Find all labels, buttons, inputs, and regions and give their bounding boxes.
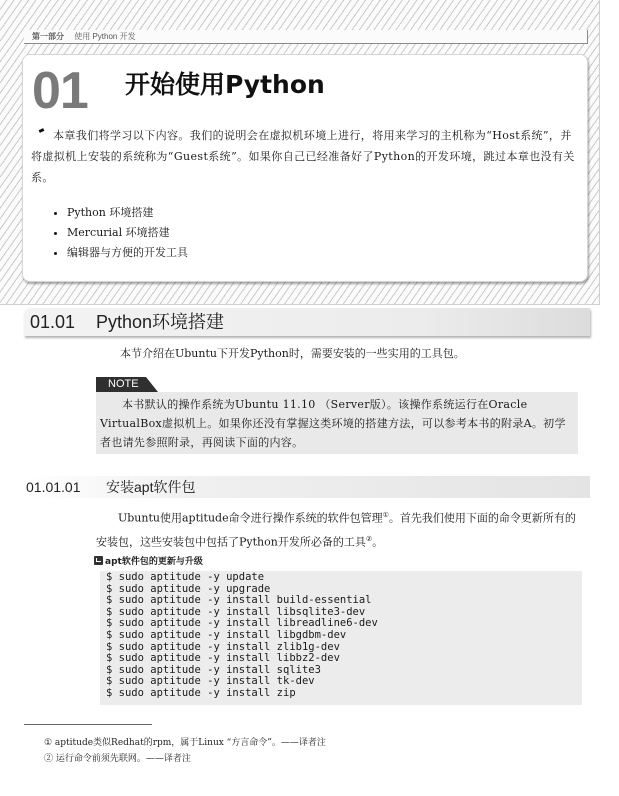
code-line: $ sudo aptitude -y install zlib1g-dev <box>106 640 340 653</box>
code-line: $ sudo aptitude -y update <box>106 571 265 583</box>
code-line: $ sudo aptitude -y install libsqlite3-dev <box>106 605 366 618</box>
code-line: $ sudo aptitude -y install libbz2-dev <box>106 652 340 665</box>
chapter-card <box>22 54 588 282</box>
part-header <box>24 30 588 44</box>
topic-item: • Mercurial 环境搭建 <box>67 223 188 243</box>
subsection-paragraph <box>96 505 586 552</box>
chapter-title: 开始使用Python <box>125 70 325 99</box>
footnote-ref-2[interactable]: ② <box>365 534 373 543</box>
part-title: 使用 Python 开发 <box>74 32 136 41</box>
section-title: Python环境搭建 <box>96 312 225 332</box>
code-line: $ sudo aptitude -y upgrade <box>106 582 271 595</box>
section-heading <box>24 308 590 336</box>
note-text: 本书默认的操作系统为Ubuntu 11.10 （Server版）。该操作系统运行在Oracle VirtualBox虚拟机上。如果你还没有掌握这类环境的搭建方法，可以参考本书的附录A。初学者也请先参照附录，再阅读下面的内容。 <box>100 398 566 449</box>
subsection-title: 安装apt软件包 <box>106 479 196 495</box>
paragraph-text: 。 <box>372 535 384 549</box>
listing-icon <box>94 556 103 565</box>
footnote-divider <box>24 724 152 725</box>
code-line: $ sudo aptitude -y install tk-dev <box>106 675 315 688</box>
section-number: 01.01 <box>30 312 76 332</box>
code-line: $ sudo aptitude -y install sqlite3 <box>106 663 321 676</box>
topic-item: • Python 环境搭建 <box>67 203 188 223</box>
note-box <box>96 392 578 454</box>
subsection-heading <box>24 476 590 498</box>
part-number: 第一部分 <box>32 32 64 41</box>
code-line: $ sudo aptitude -y install libreadline6-dev <box>106 617 378 630</box>
paragraph-text: Ubuntu使用aptitude命令进行操作系统的软件包管理 <box>118 511 383 525</box>
footnote-2: ② 运行命令前须先联网。——译者注 <box>44 754 191 764</box>
topic-item: • 编辑器与方便的开发工具 <box>67 243 188 263</box>
code-block <box>100 571 582 705</box>
chapter-topics-list <box>51 203 188 263</box>
paragraph-text: 。首先我们使用下面的命令更新所有的安装包，这些安装包中包括了Python开发所必备的工具 <box>96 511 576 549</box>
code-line: $ sudo aptitude -y install libgdbm-dev <box>106 628 347 641</box>
listing-caption <box>94 555 203 569</box>
note-tag: NOTE <box>96 377 146 392</box>
chapter-number: 01 <box>32 62 88 120</box>
listing-caption-text: apt软件包的更新与升级 <box>105 557 203 567</box>
code-line: $ sudo aptitude -y install zip <box>106 686 296 699</box>
code-line: $ sudo aptitude -y install build-essential <box>106 594 372 607</box>
footnote-1: ① aptitude类似Redhat的rpm，属于Linux “方言命令”。——译者注 <box>44 738 326 748</box>
subsection-number: 01.01.01 <box>26 479 81 495</box>
section-intro: 本节介绍在Ubuntu下开发Python时，需要安装的一些实用的工具包。 <box>120 347 465 360</box>
chapter-intro: 本章我们将学习以下内容。我们的说明会在虚拟机环境上进行，将用来学习的主机称为“Host系统”，并将虚拟机上安装的系统称为“Guest系统”。如果你自己已经准备好了Python的开发环境，跳过本章也没有关系。 <box>31 129 575 184</box>
footnotes <box>44 735 326 767</box>
footnote-ref-1[interactable]: ① <box>382 511 389 519</box>
